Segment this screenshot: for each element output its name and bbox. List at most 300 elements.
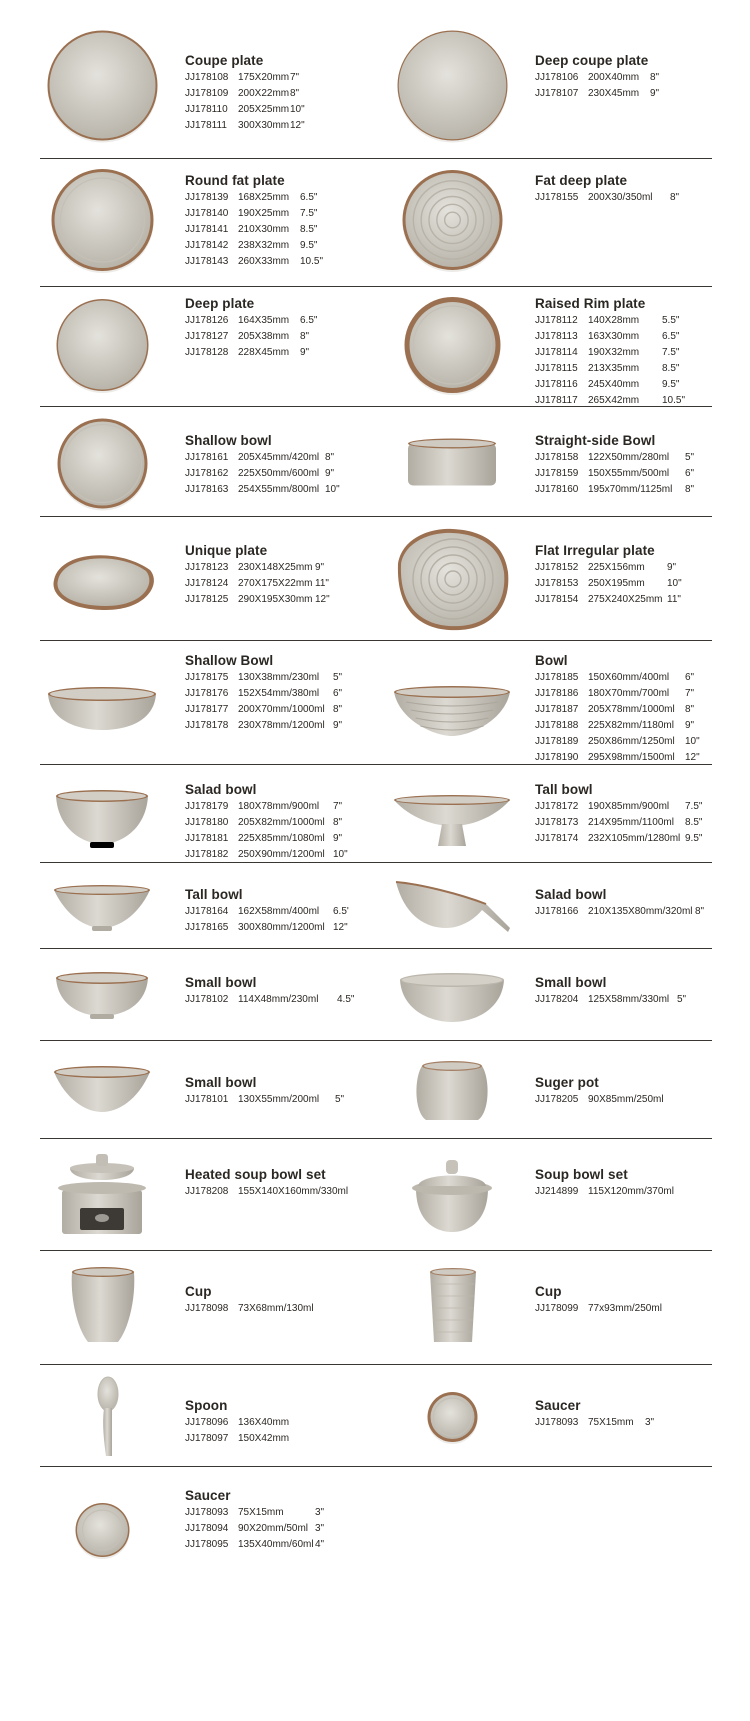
catalog-row — [0, 1252, 750, 1366]
product-code: JJ178101 — [185, 1094, 229, 1105]
product-photo-salad-bowl — [40, 774, 165, 856]
product-info — [535, 1398, 750, 1431]
product-inch-size: 9" — [333, 833, 343, 844]
product-name: Straight-side Bowl — [535, 433, 656, 448]
spec-row — [185, 799, 425, 815]
product-photo-cup-a — [40, 1260, 165, 1358]
product-dimensions: 250X195mm — [588, 578, 645, 589]
product-inch-size: 6.5" — [662, 331, 680, 342]
spec-row — [185, 1184, 425, 1200]
product-info — [185, 887, 425, 936]
product-dimensions: 260X33mm — [238, 256, 290, 267]
product-code: JJ178158 — [535, 452, 579, 463]
spec-row — [185, 576, 425, 592]
product-name: Heated soup bowl set — [185, 1167, 326, 1182]
spec-list — [185, 1301, 425, 1317]
product-photo-unique-plate — [40, 524, 165, 636]
product-dimensions: 250X86mm/1250ml — [588, 736, 675, 747]
product-code: JJ178139 — [185, 192, 229, 203]
product-photo-deep-plate — [40, 294, 165, 396]
product-inch-size: 9" — [315, 562, 325, 573]
product-code: JJ178177 — [185, 704, 229, 715]
spec-list — [185, 560, 425, 608]
product-photo-ribbed-bowl — [390, 664, 515, 744]
spec-row — [535, 560, 750, 576]
product-dimensions: 163X30mm — [588, 331, 640, 342]
product-inch-size: 8" — [695, 906, 705, 917]
product-code: JJ178155 — [535, 192, 579, 203]
spec-row — [185, 466, 425, 482]
product-name: Deep plate — [185, 296, 255, 311]
product-code: JJ178159 — [535, 468, 579, 479]
product-dimensions: 228X45mm — [238, 347, 290, 358]
product-photo-handle-bowl — [390, 870, 515, 942]
product-code: JJ178154 — [535, 594, 579, 605]
product-inch-size: 6.5" — [300, 315, 318, 326]
spec-row — [185, 450, 425, 466]
spec-row — [185, 702, 425, 718]
product-inch-size: 8" — [670, 192, 680, 203]
product-dimensions: 205X82mm/1000ml — [238, 817, 325, 828]
product-inch-size: 9" — [685, 720, 695, 731]
product-card — [40, 20, 400, 160]
catalog-row — [0, 1140, 750, 1252]
product-dimensions: 152X54mm/380ml — [238, 688, 320, 699]
product-code: JJ178141 — [185, 224, 229, 235]
catalog-row — [0, 642, 750, 766]
product-name: Shallow bowl — [185, 433, 272, 448]
product-code: JJ178106 — [535, 72, 579, 83]
product-dimensions: 136X40mm — [238, 1417, 290, 1428]
product-photo-coupe-plate — [40, 28, 165, 143]
product-inch-size: 8.5" — [300, 224, 318, 235]
product-code: JJ178160 — [535, 484, 579, 495]
row-divider — [40, 1250, 712, 1251]
row-divider — [40, 1466, 712, 1467]
spec-list — [535, 670, 750, 766]
product-code: JJ178178 — [185, 720, 229, 731]
catalog-row — [0, 288, 750, 408]
product-code: JJ178161 — [185, 452, 229, 463]
product-inch-size: 7" — [685, 688, 695, 699]
product-inch-size: 9" — [300, 347, 310, 358]
product-name: Saucer — [535, 1398, 581, 1413]
row-divider — [40, 516, 712, 517]
spec-row — [185, 222, 425, 238]
product-dimensions: 180X78mm/900ml — [238, 801, 320, 812]
catalog-row — [0, 518, 750, 642]
product-inch-size: 8" — [290, 88, 300, 99]
row-divider — [40, 948, 712, 949]
product-code: JJ178188 — [535, 720, 579, 731]
product-photo-small-bowl-b — [390, 958, 515, 1034]
product-inch-size: 8" — [333, 704, 343, 715]
product-dimensions: 230X45mm — [588, 88, 640, 99]
product-name: Tall bowl — [185, 887, 243, 902]
spec-row — [185, 920, 425, 936]
product-code: JJ178111 — [185, 120, 227, 131]
product-code: JJ178110 — [185, 104, 228, 115]
product-code: JJ178112 — [535, 315, 578, 326]
product-dimensions: 190X85mm/900ml — [588, 801, 670, 812]
product-inch-size: 3" — [315, 1507, 325, 1518]
spec-list — [535, 1301, 750, 1317]
product-card — [40, 518, 400, 642]
product-code: JJ178097 — [185, 1433, 229, 1444]
product-inch-size: 8" — [333, 817, 343, 828]
spec-row — [535, 361, 750, 377]
product-photo-deep-coupe-plate — [390, 28, 515, 143]
product-dimensions: 295X98mm/1500ml — [588, 752, 675, 763]
product-dimensions: 175X20mm — [238, 72, 290, 83]
product-name: Suger pot — [535, 1075, 599, 1090]
product-card — [390, 950, 750, 1042]
product-inch-size: 10.5" — [662, 395, 686, 406]
product-dimensions: 135X40mm/60ml — [238, 1539, 314, 1550]
spec-list — [185, 1184, 425, 1200]
product-photo-soup-bowl-set — [390, 1148, 515, 1244]
spec-row — [535, 592, 750, 608]
product-info — [185, 653, 425, 734]
spec-row — [185, 1301, 425, 1317]
product-code: JJ178205 — [535, 1094, 579, 1105]
product-code: JJ178187 — [535, 704, 579, 715]
product-dimensions: 254X55mm/800ml — [238, 484, 320, 495]
spec-row — [535, 466, 750, 482]
product-photo-flat-irregular-plate — [390, 524, 515, 636]
spec-row — [185, 815, 425, 831]
product-inch-size: 4.5" — [337, 994, 355, 1005]
spec-row — [185, 904, 425, 920]
product-inch-size: 9" — [667, 562, 677, 573]
product-inch-size: 7.5" — [300, 208, 318, 219]
product-code: JJ178109 — [185, 88, 229, 99]
product-inch-size: 9" — [333, 720, 343, 731]
row-divider — [40, 862, 712, 863]
spec-row — [185, 992, 425, 1008]
product-dimensions: 75X15mm — [588, 1417, 634, 1428]
product-inch-size: 7.5" — [662, 347, 680, 358]
product-inch-size: 8" — [685, 484, 695, 495]
product-dimensions: 130X55mm/200ml — [238, 1094, 320, 1105]
spec-row — [535, 70, 750, 86]
product-card — [390, 408, 750, 518]
product-dimensions: 195x70mm/1125ml — [588, 484, 673, 495]
product-code: JJ178165 — [185, 922, 229, 933]
product-dimensions: 190X25mm — [238, 208, 290, 219]
product-card — [40, 1140, 400, 1252]
product-card — [40, 1042, 400, 1140]
product-name: Small bowl — [185, 1075, 257, 1090]
product-code: JJ178185 — [535, 672, 579, 683]
product-code: JJ178164 — [185, 906, 229, 917]
product-dimensions: 205X45mm/420ml — [238, 452, 320, 463]
product-code: JJ178099 — [535, 1303, 579, 1314]
product-code: JJ178128 — [185, 347, 229, 358]
product-photo-straight-side-bowl — [390, 416, 515, 511]
spec-row — [185, 118, 425, 134]
product-dimensions: 213X35mm — [588, 363, 640, 374]
product-info — [185, 1284, 425, 1317]
spec-row — [535, 1301, 750, 1317]
product-name: Unique plate — [185, 543, 268, 558]
product-inch-size: 3" — [315, 1523, 325, 1534]
spec-list — [185, 904, 425, 936]
spec-row — [535, 329, 750, 345]
product-code: JJ178204 — [535, 994, 579, 1005]
spec-row — [535, 482, 750, 498]
spec-row — [185, 345, 425, 361]
product-code: JJ178116 — [535, 379, 578, 390]
spec-row — [535, 190, 750, 206]
product-dimensions: 140X28mm — [588, 315, 640, 326]
product-info — [535, 173, 750, 206]
product-dimensions: 300X30mm — [238, 120, 290, 131]
product-photo-footed-bowl — [390, 774, 515, 856]
row-divider — [40, 406, 712, 407]
spec-row — [185, 847, 425, 863]
product-code: JJ178094 — [185, 1523, 229, 1534]
product-inch-size: 9" — [650, 88, 660, 99]
spec-row — [185, 560, 425, 576]
product-inch-size: 12" — [315, 594, 330, 605]
product-dimensions: 290X195X30mm — [238, 594, 313, 605]
spec-row — [185, 1431, 425, 1447]
product-code: JJ178142 — [185, 240, 229, 251]
product-code: JJ178095 — [185, 1539, 229, 1550]
catalog-row — [0, 408, 750, 518]
product-dimensions: 225X156mm — [588, 562, 645, 573]
product-dimensions: 230X148X25mm — [238, 562, 313, 573]
product-inch-size: 9.5" — [662, 379, 680, 390]
product-inch-size: 12" — [685, 752, 700, 763]
product-name: Bowl — [535, 653, 568, 668]
row-divider — [40, 1040, 712, 1041]
product-info — [535, 433, 750, 498]
product-card — [40, 950, 400, 1042]
product-code: JJ178114 — [535, 347, 578, 358]
product-code: JJ178173 — [535, 817, 579, 828]
product-inch-size: 7" — [290, 72, 300, 83]
product-card — [390, 20, 750, 160]
product-dimensions: 200X22mm — [238, 88, 290, 99]
product-card — [390, 1140, 750, 1252]
product-dimensions: 77x93mm/250ml — [588, 1303, 662, 1314]
product-dimensions: 205X78mm/1000ml — [588, 704, 675, 715]
product-code: JJ178179 — [185, 801, 229, 812]
product-card — [40, 864, 400, 950]
catalog-row — [0, 20, 750, 160]
spec-row — [535, 992, 750, 1008]
product-name: Round fat plate — [185, 173, 285, 188]
spec-list — [535, 904, 750, 920]
spec-row — [535, 345, 750, 361]
product-code: JJ178190 — [535, 752, 579, 763]
product-card — [390, 1042, 750, 1140]
product-card — [390, 518, 750, 642]
catalog-row — [0, 864, 750, 950]
product-code: JJ178125 — [185, 594, 229, 605]
product-card — [40, 1366, 400, 1468]
product-code: JJ178208 — [185, 1186, 229, 1197]
product-name: Spoon — [185, 1398, 228, 1413]
product-inch-size: 8" — [685, 704, 695, 715]
catalog-row — [0, 1366, 750, 1468]
product-name: Salad bowl — [185, 782, 257, 797]
product-info — [185, 1398, 425, 1447]
spec-list — [185, 1092, 425, 1108]
product-code: JJ178182 — [185, 849, 229, 860]
product-code: JJ178098 — [185, 1303, 229, 1314]
product-name: Salad bowl — [535, 887, 607, 902]
product-photo-spoon — [40, 1372, 165, 1462]
product-photo-saucer — [40, 1486, 165, 1574]
product-dimensions: 250X90mm/1200ml — [238, 849, 325, 860]
product-photo-shallow-bowl-top — [40, 416, 165, 511]
product-card — [40, 1252, 400, 1366]
spec-row — [535, 815, 750, 831]
spec-row — [185, 1505, 425, 1521]
product-dimensions: 180X70mm/700ml — [588, 688, 670, 699]
product-code: JJ178126 — [185, 315, 229, 326]
product-info — [535, 543, 750, 608]
product-code: JJ178180 — [185, 817, 229, 828]
product-name: Soup bowl set — [535, 1167, 628, 1182]
product-inch-size: 8" — [300, 331, 310, 342]
catalog-row — [0, 1468, 750, 1588]
product-inch-size: 10" — [685, 736, 700, 747]
product-info — [535, 782, 750, 847]
spec-row — [535, 1184, 750, 1200]
spec-list — [185, 1415, 425, 1447]
product-code: JJ178143 — [185, 256, 229, 267]
row-divider — [40, 286, 712, 287]
product-card — [40, 766, 400, 864]
spec-row — [185, 190, 425, 206]
product-inch-size: 6.5' — [333, 906, 349, 917]
product-dimensions: 230X78mm/1200ml — [238, 720, 325, 731]
product-inch-size: 8" — [325, 452, 335, 463]
product-inch-size: 8" — [650, 72, 660, 83]
spec-row — [185, 718, 425, 734]
product-info — [185, 433, 425, 498]
spec-row — [535, 734, 750, 750]
spec-list — [535, 450, 750, 498]
spec-row — [185, 86, 425, 102]
product-inch-size: 8.5" — [662, 363, 680, 374]
product-inch-size: 10.5" — [300, 256, 324, 267]
product-code: JJ178093 — [535, 1417, 579, 1428]
product-name: Fat deep plate — [535, 173, 628, 188]
spec-row — [535, 377, 750, 393]
product-photo-fat-deep-plate — [390, 166, 515, 274]
product-photo-shallow-bowl-side — [40, 664, 165, 744]
spec-row — [535, 831, 750, 847]
product-dimensions: 232X105mm/1280ml — [588, 833, 681, 844]
product-card — [390, 864, 750, 950]
catalog-row — [0, 160, 750, 288]
spec-row — [535, 799, 750, 815]
spec-list — [185, 670, 425, 734]
product-inch-size: 5" — [685, 452, 695, 463]
product-code: JJ214899 — [535, 1186, 579, 1197]
product-inch-size: 10" — [290, 104, 305, 115]
spec-row — [535, 904, 750, 920]
product-code: JJ178115 — [535, 363, 578, 374]
product-inch-size: 5" — [333, 672, 343, 683]
product-photo-saucer-small — [390, 1372, 515, 1462]
product-name: Small bowl — [535, 975, 607, 990]
product-inch-size: 6" — [685, 672, 695, 683]
product-photo-raised-rim-plate — [390, 294, 515, 396]
product-info — [535, 653, 750, 766]
product-code: JJ178117 — [535, 395, 578, 406]
product-dimensions: 130X38mm/230ml — [238, 672, 320, 683]
product-code: JJ178108 — [185, 72, 229, 83]
product-dimensions: 300X80mm/1200ml — [238, 922, 325, 933]
product-inch-size: 10" — [667, 578, 682, 589]
product-code: JJ178172 — [535, 801, 579, 812]
product-code: JJ178152 — [535, 562, 579, 573]
product-dimensions: 205X38mm — [238, 331, 290, 342]
spec-list — [185, 70, 425, 134]
product-inch-size: 3" — [645, 1417, 655, 1428]
product-info — [535, 296, 750, 409]
product-info — [185, 296, 425, 361]
product-dimensions: 75X15mm — [238, 1507, 284, 1518]
product-inch-size: 6" — [685, 468, 695, 479]
product-inch-size: 6" — [333, 688, 343, 699]
spec-row — [185, 102, 425, 118]
spec-row — [185, 1415, 425, 1431]
product-info — [535, 53, 750, 102]
product-info — [535, 1167, 750, 1200]
product-info — [185, 975, 425, 1008]
product-inch-size: 9.5" — [300, 240, 318, 251]
product-photo-cup-b — [390, 1260, 515, 1358]
product-photo-tall-bowl — [40, 870, 165, 942]
product-inch-size: 9.5" — [685, 833, 703, 844]
row-divider — [40, 640, 712, 641]
row-divider — [40, 764, 712, 765]
product-dimensions: 265X42mm — [588, 395, 640, 406]
product-name: Cup — [185, 1284, 212, 1299]
catalog-row — [0, 766, 750, 864]
product-dimensions: 155X140X160mm/330ml — [238, 1186, 349, 1197]
product-inch-size: 7.5" — [685, 801, 703, 812]
product-inch-size: 4" — [315, 1539, 325, 1550]
row-divider — [40, 158, 712, 159]
product-dimensions: 150X42mm — [238, 1433, 290, 1444]
product-code: JJ178174 — [535, 833, 579, 844]
product-dimensions: 245X40mm — [588, 379, 640, 390]
spec-row — [535, 702, 750, 718]
product-dimensions: 150X60mm/400ml — [588, 672, 670, 683]
product-code: JJ178162 — [185, 468, 229, 479]
product-info — [185, 543, 425, 608]
product-dimensions: 225X50mm/600ml — [238, 468, 320, 479]
product-dimensions: 270X175X22mm — [238, 578, 313, 589]
product-name: Flat Irregular plate — [535, 543, 655, 558]
spec-row — [535, 1092, 750, 1108]
product-dimensions: 225X85mm/1080ml — [238, 833, 325, 844]
product-code: JJ178176 — [185, 688, 229, 699]
product-code: JJ178175 — [185, 672, 229, 683]
product-info — [535, 1284, 750, 1317]
spec-list — [535, 560, 750, 608]
product-inch-size: 12" — [290, 120, 305, 131]
product-inch-size: 10" — [325, 484, 340, 495]
